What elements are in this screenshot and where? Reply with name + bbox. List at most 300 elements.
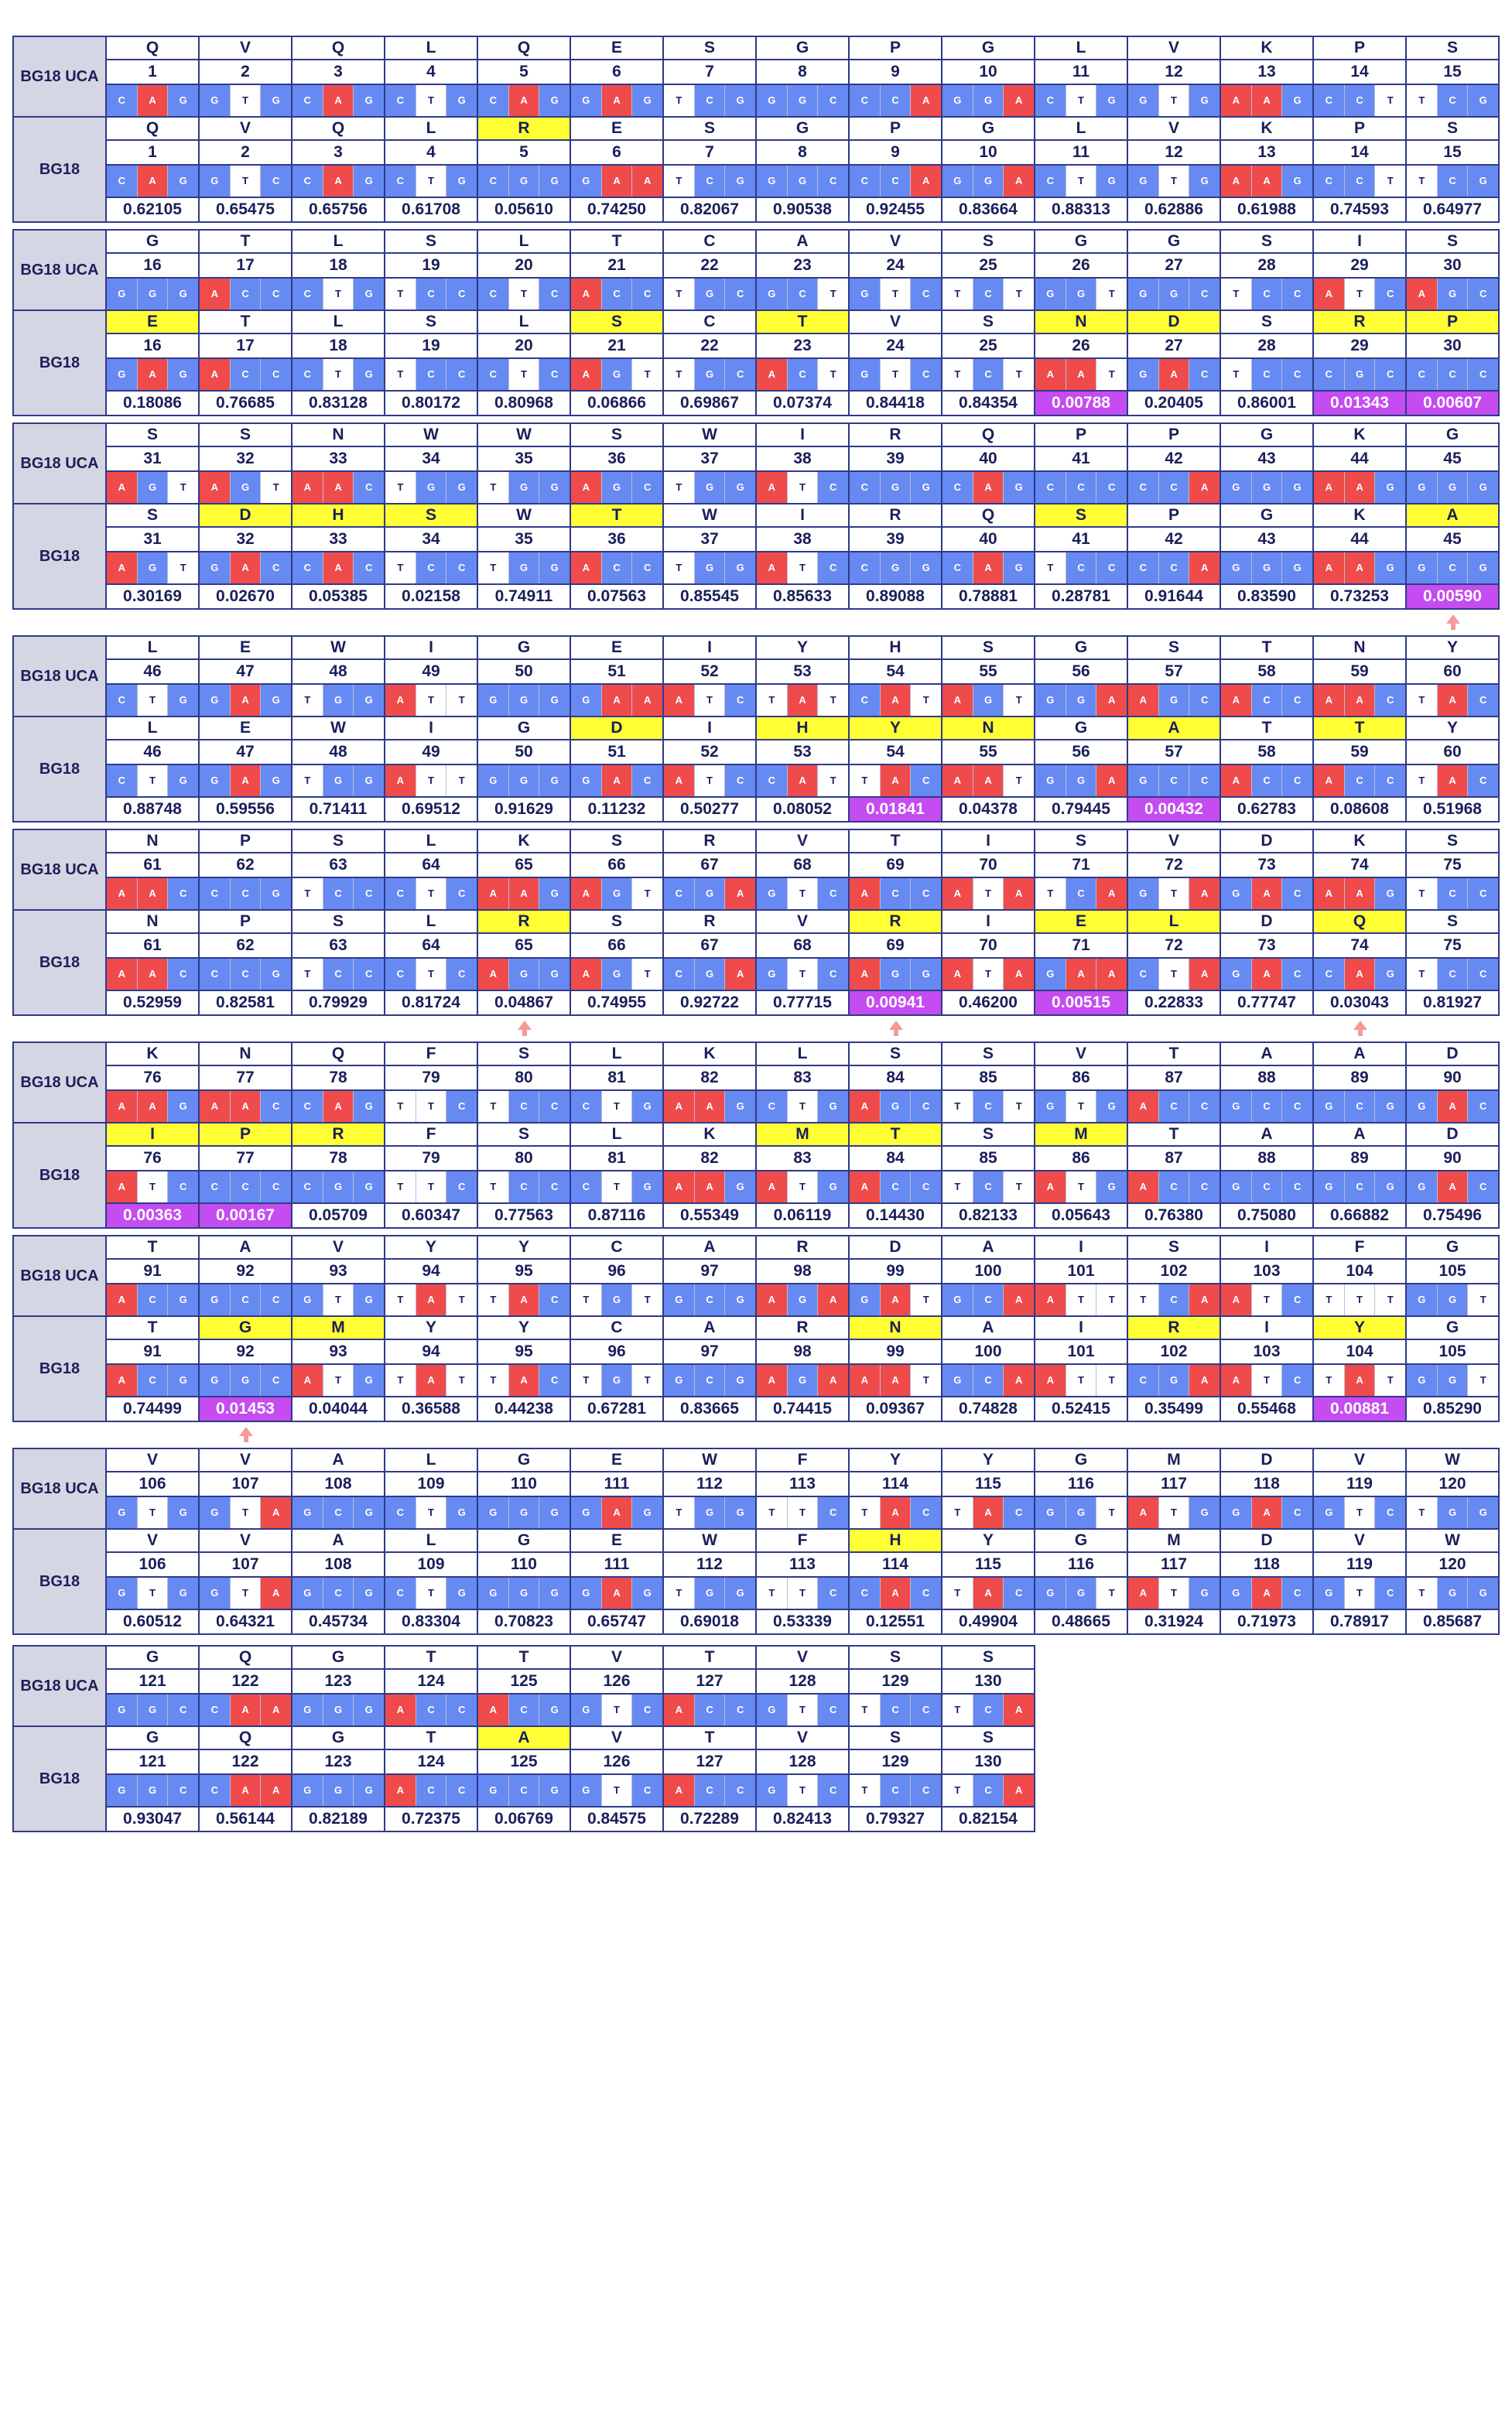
uca-position: 111 <box>570 1472 663 1496</box>
uca-residue: Y <box>756 636 849 659</box>
nucleotide <box>571 1365 602 1396</box>
mature-position: 79 <box>385 1146 477 1171</box>
mature-codon-cell <box>849 358 942 391</box>
uca-codon-cell <box>570 278 663 310</box>
nucleotide-base: G <box>364 1784 373 1797</box>
nucleotide-base: A <box>1107 888 1116 900</box>
probability-value: 0.35499 <box>1127 1397 1220 1421</box>
codon <box>664 1091 755 1122</box>
nucleotide-base: C <box>860 694 869 706</box>
nucleotide-base: A <box>891 694 899 706</box>
nucleotide-base: C <box>149 1374 156 1387</box>
nucleotide <box>416 359 447 390</box>
mature-codon-cell <box>663 552 756 584</box>
nucleotide <box>292 1091 323 1122</box>
nucleotide-base: G <box>1139 175 1148 187</box>
mature-codon-cell <box>385 1171 477 1203</box>
nucleotide-base: T <box>768 694 775 706</box>
codon <box>1314 1497 1405 1528</box>
nucleotide <box>1128 279 1159 310</box>
uca-residue: I <box>1220 1236 1313 1259</box>
nucleotide <box>757 1695 788 1725</box>
nucleotide-base: G <box>179 368 187 381</box>
nucleotide-base: G <box>768 968 776 980</box>
nucleotide <box>850 552 881 583</box>
uca-residue: E <box>570 1448 663 1472</box>
mature-codon-cell <box>292 958 385 990</box>
uca-position: 78 <box>292 1065 385 1090</box>
nucleotide-base: C <box>706 175 713 187</box>
nucleotide-base: G <box>1386 562 1394 574</box>
nucleotide <box>818 878 848 909</box>
nucleotide <box>1252 1497 1283 1528</box>
probability-value: 0.83664 <box>942 197 1035 222</box>
nucleotide-base: T <box>614 1100 620 1113</box>
codon <box>850 166 941 197</box>
mature-residue: G <box>477 1529 570 1552</box>
nucleotide <box>509 1775 540 1806</box>
nucleotide-base: G <box>705 481 714 494</box>
nucleotide <box>757 552 788 583</box>
mature-codon-cell <box>385 165 477 197</box>
uca-codon-cell <box>1220 84 1313 117</box>
uca-aa-row <box>13 230 1499 253</box>
uca-position: 44 <box>1313 446 1406 471</box>
nucleotide <box>1004 359 1034 390</box>
codon <box>1407 359 1498 390</box>
nucleotide-base: A <box>736 968 744 980</box>
nucleotide <box>1189 359 1220 390</box>
nucleotide-base: C <box>457 288 466 300</box>
nucleotide-base: C <box>272 1294 280 1306</box>
nucleotide <box>1438 359 1469 390</box>
nucleotide-base: C <box>1479 1181 1487 1193</box>
uca-position: 129 <box>849 1669 942 1694</box>
nucleotide <box>973 552 1004 583</box>
nucleotide <box>385 279 416 310</box>
nucleotide <box>757 1284 788 1315</box>
nucleotide <box>881 85 912 116</box>
nucleotide-base: G <box>241 481 250 494</box>
uca-codon-cell <box>385 1090 477 1123</box>
nucleotide <box>632 1171 662 1202</box>
nucleotide <box>942 552 973 583</box>
uca-residue: R <box>663 829 756 853</box>
nucleotide-base: C <box>860 1587 869 1599</box>
nucleotide-base: C <box>1046 94 1055 107</box>
probability-value: 0.06866 <box>570 391 663 416</box>
nucleotide <box>168 279 198 310</box>
codon <box>571 359 662 390</box>
mature-codon-cell <box>1035 552 1127 584</box>
codon <box>107 1578 198 1609</box>
codon <box>107 685 198 716</box>
nucleotide <box>757 878 788 909</box>
nucleotide <box>1438 472 1469 503</box>
nucleotide <box>416 1171 447 1202</box>
uca-residue: S <box>663 36 756 60</box>
mutated-residue: Q <box>1313 910 1406 933</box>
uca-position: 68 <box>756 853 849 877</box>
mature-codon-cell <box>1313 358 1406 391</box>
nucleotide-base: A <box>520 888 528 900</box>
nucleotide <box>911 685 941 716</box>
nucleotide-base: G <box>179 1294 187 1306</box>
nucleotide <box>788 878 819 909</box>
nucleotide-base: C <box>1386 288 1394 300</box>
uca-residue: S <box>1127 636 1220 659</box>
mature-position: 73 <box>1220 933 1313 958</box>
nucleotide <box>138 166 169 197</box>
probability-value: 0.79327 <box>849 1807 942 1831</box>
nucleotide <box>478 1695 509 1725</box>
mature-position: 30 <box>1406 333 1499 358</box>
mature-residue: K <box>1220 117 1313 140</box>
nucleotide <box>1375 878 1405 909</box>
nucleotide <box>973 279 1004 310</box>
nucleotide-base: A <box>1046 1294 1055 1306</box>
nucleotide <box>850 1578 881 1609</box>
nucleotide-base: G <box>303 1784 312 1797</box>
nucleotide <box>385 1365 416 1396</box>
mature-residue: I <box>385 717 477 740</box>
uca-codon-cell <box>942 1284 1035 1316</box>
uca-position: 119 <box>1313 1472 1406 1496</box>
nucleotide <box>788 1171 819 1202</box>
mature-codon-cell <box>477 958 570 990</box>
mature-codon-cell <box>385 1577 477 1609</box>
uca-position: 30 <box>1406 253 1499 278</box>
nucleotide <box>818 765 848 796</box>
codon <box>292 1775 384 1806</box>
nucleotide <box>261 1578 291 1609</box>
mature-position: 32 <box>199 527 292 552</box>
nucleotide-base: C <box>984 1294 992 1306</box>
probability-value: 0.74415 <box>756 1397 849 1421</box>
codon <box>757 359 848 390</box>
codon <box>1314 878 1405 909</box>
codon <box>107 85 198 116</box>
uca-residue: Y <box>477 1236 570 1259</box>
nucleotide-base: A <box>118 968 126 980</box>
nucleotide-base: G <box>241 1374 250 1387</box>
nucleotide-base: A <box>396 1784 405 1797</box>
codon <box>1128 166 1220 197</box>
nucleotide <box>107 1775 138 1806</box>
nucleotide <box>138 1284 169 1315</box>
nucleotide-base: G <box>1232 1507 1240 1519</box>
nucleotide <box>1004 552 1034 583</box>
uca-position: 87 <box>1127 1065 1220 1090</box>
nucleotide-base: A <box>272 1507 280 1519</box>
nucleotide-base: G <box>364 694 373 706</box>
nucleotide-base: A <box>427 1374 435 1387</box>
uca-position: 121 <box>106 1669 199 1694</box>
nucleotide-base: C <box>1263 1181 1271 1193</box>
probability-value: 0.74911 <box>477 584 570 609</box>
nucleotide <box>911 878 941 909</box>
probability-value: 0.52959 <box>106 990 199 1015</box>
mature-position: 28 <box>1220 333 1313 358</box>
codon <box>385 166 477 197</box>
nucleotide <box>664 1365 695 1396</box>
nucleotide <box>539 1091 570 1122</box>
nucleotide <box>881 1695 912 1725</box>
nucleotide <box>973 1578 1004 1609</box>
uca-position: 103 <box>1220 1259 1313 1284</box>
nucleotide <box>571 1284 602 1315</box>
nucleotide-base: G <box>1046 288 1055 300</box>
nucleotide <box>1004 166 1034 197</box>
nucleotide-base: T <box>922 1374 929 1387</box>
mature-position: 80 <box>477 1146 570 1171</box>
codon <box>942 1365 1034 1396</box>
codon <box>107 1284 198 1315</box>
nucleotide <box>1314 685 1345 716</box>
nucleotide <box>446 166 477 197</box>
nucleotide-base: T <box>428 1181 434 1193</box>
uca-codon-cell <box>385 684 477 717</box>
probability-value: 0.28781 <box>1035 584 1127 609</box>
nucleotide <box>416 279 447 310</box>
codon <box>1314 472 1405 503</box>
nucleotide-base: G <box>519 1507 529 1519</box>
uca-codon-cell <box>849 278 942 310</box>
nucleotide-base: A <box>1014 1294 1023 1306</box>
nucleotide-base: C <box>1479 694 1487 706</box>
codon <box>571 1091 662 1122</box>
uca-codon-row <box>13 84 1499 117</box>
uca-residue: G <box>1035 1448 1127 1472</box>
uca-codon-cell <box>663 684 756 717</box>
uca-residue: W <box>292 636 385 659</box>
mutated-residue: D <box>199 504 292 527</box>
nucleotide-base: C <box>1449 175 1456 187</box>
mature-position: 66 <box>570 933 663 958</box>
nucleotide <box>168 552 198 583</box>
uca-codon-cell <box>570 1090 663 1123</box>
nucleotide <box>138 85 169 116</box>
nucleotide <box>1375 1171 1405 1202</box>
nucleotide <box>292 1171 323 1202</box>
uca-residue: N <box>1313 636 1406 659</box>
nucleotide <box>478 878 509 909</box>
mature-position: 83 <box>756 1146 849 1171</box>
nucleotide <box>695 552 726 583</box>
nucleotide-base: C <box>922 1587 930 1599</box>
uca-codon-row <box>13 1284 1499 1316</box>
nucleotide-base: G <box>303 1587 312 1599</box>
nucleotide <box>1189 1171 1220 1202</box>
nucleotide <box>200 85 231 116</box>
uca-codon-cell <box>1035 877 1127 910</box>
codon <box>107 1091 198 1122</box>
probability-value: 0.70823 <box>477 1609 570 1634</box>
uca-position: 106 <box>106 1472 199 1496</box>
nucleotide-base: G <box>1232 1100 1240 1113</box>
nucleotide <box>571 1578 602 1609</box>
nucleotide <box>354 1775 384 1806</box>
mature-residue: Q <box>106 117 199 140</box>
nucleotide <box>1375 1578 1405 1609</box>
nucleotide-base: T <box>1108 288 1115 300</box>
nucleotide <box>231 765 262 796</box>
nucleotide <box>571 878 602 909</box>
nucleotide-base: G <box>364 368 373 381</box>
nucleotide <box>1004 1578 1034 1609</box>
nucleotide-base: A <box>241 562 249 574</box>
uca-position: 19 <box>385 253 477 278</box>
codon <box>850 1365 941 1396</box>
mature-residue: I <box>756 504 849 527</box>
nucleotide-base: G <box>148 1704 157 1716</box>
nucleotide <box>632 552 662 583</box>
nucleotide-base: C <box>922 1784 930 1797</box>
nucleotide <box>1468 1578 1498 1609</box>
nucleotide <box>973 878 1004 909</box>
nucleotide <box>446 552 477 583</box>
nucleotide-base: G <box>179 175 187 187</box>
uca-residue: G <box>1406 1236 1499 1259</box>
nucleotide-base: G <box>364 1100 373 1113</box>
nucleotide <box>1221 472 1252 503</box>
mature-codon-cell <box>199 1577 292 1609</box>
mature-position: 3 <box>292 140 385 165</box>
mature-residue: Y <box>477 1316 570 1339</box>
nucleotide-base: C <box>550 368 559 381</box>
nucleotide <box>1345 1578 1376 1609</box>
codon <box>757 1284 848 1315</box>
sequence-block <box>12 422 1500 610</box>
mature-codon-cell <box>292 1171 385 1203</box>
nucleotide <box>1282 1171 1312 1202</box>
nucleotide <box>261 685 291 716</box>
probability-value: 0.51968 <box>1406 797 1499 822</box>
mature-position: 78 <box>292 1146 385 1171</box>
uca-residue: T <box>1127 1042 1220 1065</box>
uca-codon-cell <box>1406 1284 1499 1316</box>
nucleotide <box>695 85 726 116</box>
nucleotide-base: C <box>829 968 837 980</box>
uca-residue: T <box>570 230 663 253</box>
nucleotide-base: G <box>582 775 590 787</box>
probability-value: 0.64321 <box>199 1609 292 1634</box>
uca-codon-cell <box>292 1284 385 1316</box>
uca-codon-row <box>13 877 1499 910</box>
codon <box>571 1284 662 1315</box>
nucleotide-base: T <box>799 1100 806 1113</box>
nucleotide <box>138 685 169 716</box>
uca-residue: P <box>1035 423 1127 446</box>
nucleotide <box>602 685 633 716</box>
mature-position: 40 <box>942 527 1035 552</box>
codon <box>107 1365 198 1396</box>
mature-codon-cell <box>942 958 1035 990</box>
nucleotide-base: A <box>1077 968 1085 980</box>
nucleotide-base: G <box>489 1587 498 1599</box>
nucleotide <box>1128 1497 1159 1528</box>
nucleotide-base: T <box>1233 368 1240 381</box>
nucleotide <box>942 279 973 310</box>
nucleotide <box>1468 765 1498 796</box>
codon <box>1128 765 1220 796</box>
nucleotide-base: C <box>364 481 373 494</box>
nucleotide-base: G <box>1107 1181 1116 1193</box>
codon <box>1128 1171 1220 1202</box>
codon <box>1314 359 1405 390</box>
uca-residue: A <box>942 1236 1035 1259</box>
nucleotide-base: G <box>1418 1294 1426 1306</box>
nucleotide-base: G <box>457 481 466 494</box>
nucleotide-base: G <box>983 694 993 706</box>
nucleotide-base: C <box>334 1587 342 1599</box>
nucleotide-base: A <box>768 1294 776 1306</box>
mature-residue: V <box>106 1529 199 1552</box>
nucleotide <box>973 1091 1004 1122</box>
mature-label: BG18 <box>13 717 106 822</box>
nucleotide-base: A <box>149 1100 156 1113</box>
nucleotide-base: G <box>550 94 559 107</box>
uca-codon-cell <box>1313 684 1406 717</box>
nucleotide-base: C <box>736 288 744 300</box>
mature-residue: W <box>292 717 385 740</box>
mature-codon-cell <box>292 552 385 584</box>
nucleotide-base: G <box>364 1704 373 1716</box>
nucleotide <box>261 765 291 796</box>
nucleotide-base: C <box>1107 481 1116 494</box>
probability-value: 0.84575 <box>570 1807 663 1831</box>
nucleotide-base: C <box>736 694 744 706</box>
nucleotide-base: T <box>954 1587 961 1599</box>
nucleotide <box>911 279 941 310</box>
uca-codon-cell <box>1406 1496 1499 1529</box>
nucleotide-base: C <box>179 968 187 980</box>
uca-position: 89 <box>1313 1065 1406 1090</box>
nucleotide <box>1035 878 1066 909</box>
nucleotide-base: T <box>272 481 279 494</box>
nucleotide-base: T <box>799 1587 806 1599</box>
nucleotide <box>1096 878 1127 909</box>
nucleotide <box>107 1695 138 1725</box>
nucleotide <box>850 685 881 716</box>
nucleotide-base: C <box>1200 694 1209 706</box>
nucleotide <box>1221 85 1252 116</box>
nucleotide-base: C <box>118 175 126 187</box>
probability-value: 0.09367 <box>849 1397 942 1421</box>
nucleotide-base: G <box>1232 1587 1240 1599</box>
nucleotide <box>323 878 354 909</box>
codon <box>107 1497 198 1528</box>
nucleotide-base: C <box>396 888 405 900</box>
nucleotide <box>292 552 323 583</box>
mature-codon-cell <box>663 958 756 990</box>
nucleotide-base: A <box>396 1704 405 1716</box>
nucleotide <box>446 765 477 796</box>
mature-label: BG18 <box>13 1529 106 1634</box>
nucleotide-base: T <box>428 968 434 980</box>
uca-codon-cell <box>1035 1284 1127 1316</box>
nucleotide-base: C <box>860 481 869 494</box>
nucleotide-base: G <box>768 94 776 107</box>
nucleotide <box>354 1497 384 1528</box>
uca-codon-cell <box>1220 471 1313 504</box>
uca-position: 74 <box>1313 853 1406 877</box>
nucleotide-base: A <box>396 775 405 787</box>
nucleotide <box>942 166 973 197</box>
nucleotide <box>138 359 169 390</box>
nucleotide <box>602 1091 633 1122</box>
nucleotide-base: T <box>676 94 682 107</box>
